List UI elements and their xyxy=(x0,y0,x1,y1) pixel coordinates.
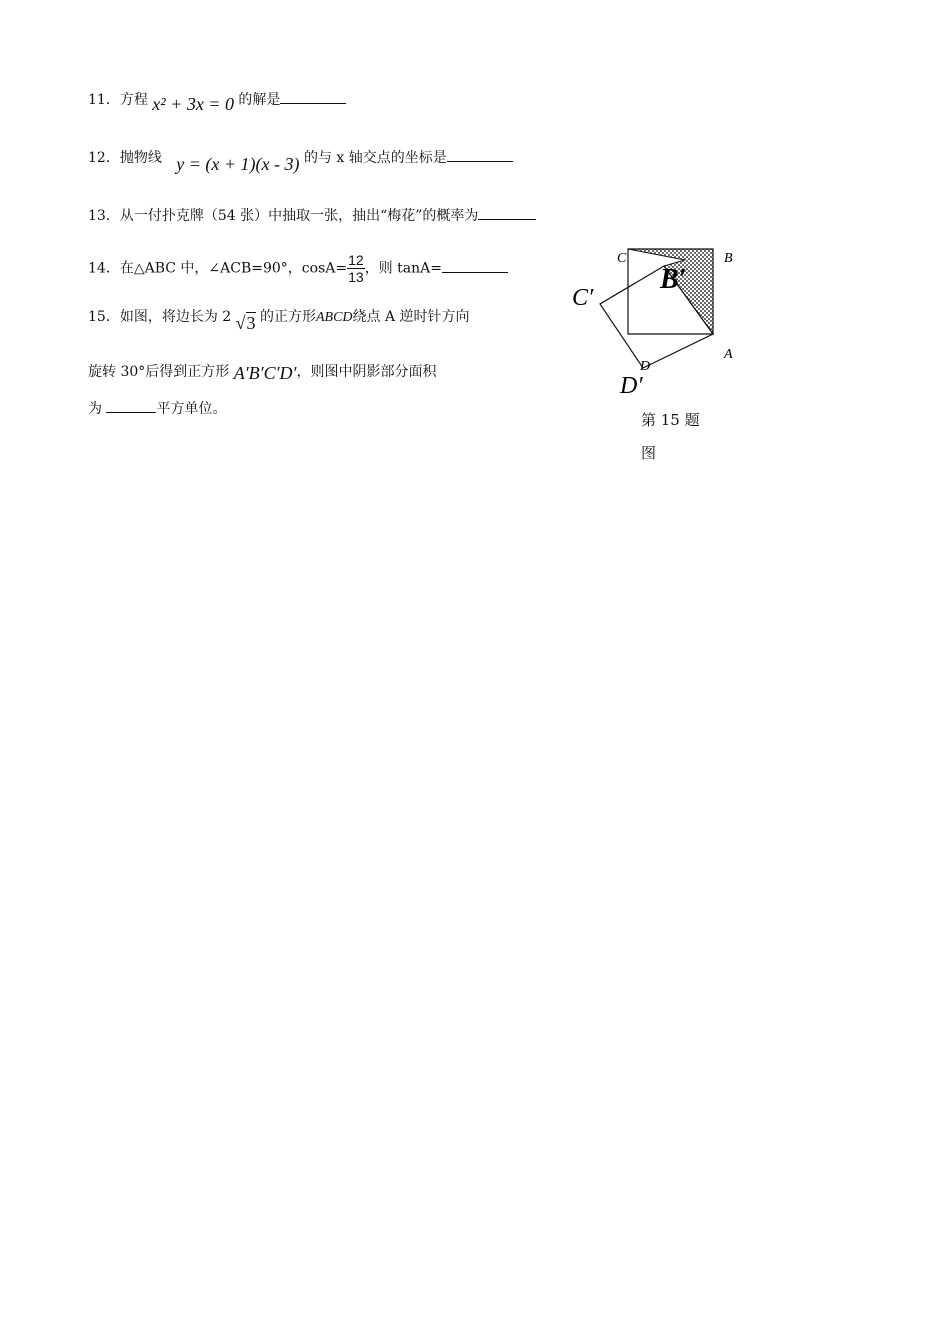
q15-text-mid: 的正方形 xyxy=(259,309,316,325)
q12-equation: y = (x + 1)(x - 3) xyxy=(176,154,300,174)
q15-sqrt-radicand: 3 xyxy=(246,313,256,333)
figure-caption-line1: 第 15 题 xyxy=(641,411,700,429)
question-15 xyxy=(88,305,470,333)
q15-line2-after: ，则图中阴影部分面积 xyxy=(296,364,437,380)
q15-text-after: 绕点 A 逆时针方向 xyxy=(352,309,470,325)
question-13 xyxy=(88,205,536,226)
question-15-line3 xyxy=(88,398,226,419)
q12-text-before: 抛物线 xyxy=(119,150,162,166)
q15-sqrt: √3 xyxy=(235,313,256,333)
q15-shape2: A′B′C′D′ xyxy=(233,363,297,383)
figure-caption-line2: 图 xyxy=(641,444,657,462)
q14-frac-numerator: 12 xyxy=(348,252,364,268)
label-A: A xyxy=(724,347,733,362)
q15-number: 15． xyxy=(88,309,120,325)
q13-text: 从一付扑克牌（54 张）中抽取一张，抽出“梅花”的概率为 xyxy=(119,208,479,224)
q11-answer-blank[interactable] xyxy=(280,89,346,104)
label-D: D xyxy=(640,359,651,374)
q15-line2-before: 旋转 30°后得到正方形 xyxy=(88,364,230,380)
q11-text-before: 方程 xyxy=(119,92,148,108)
q14-fraction xyxy=(347,252,365,285)
q13-number: 13． xyxy=(88,208,120,224)
label-B: B xyxy=(724,251,733,266)
question-15-line2 xyxy=(88,360,436,382)
label-C-prime: C′ xyxy=(572,285,594,311)
q11-text-after: 的解是 xyxy=(238,92,281,108)
q14-text-before: 在△ABC 中，∠ACB=90°，cosA= xyxy=(119,260,348,277)
q12-text-after: 的与 x 轴交点的坐标是 xyxy=(303,150,447,166)
q13-answer-blank[interactable] xyxy=(478,205,536,220)
label-B-prime: B′ xyxy=(660,264,687,295)
q11-number: 11． xyxy=(88,92,120,108)
q11-equation: x² + 3x = 0 xyxy=(152,94,234,114)
q15-answer-blank[interactable] xyxy=(106,398,156,413)
label-C: C xyxy=(617,251,627,266)
q15-line3-before: 为 xyxy=(88,401,102,417)
question-11 xyxy=(88,88,346,114)
q15-line3-after: 平方单位。 xyxy=(156,401,227,417)
q12-answer-blank[interactable] xyxy=(447,147,513,162)
q12-number: 12． xyxy=(88,150,120,166)
question-12 xyxy=(88,146,513,174)
q15-shape-name: ABCD xyxy=(315,310,353,325)
q14-frac-denominator: 13 xyxy=(348,269,364,285)
q15-figure xyxy=(568,238,758,403)
q14-answer-blank[interactable] xyxy=(442,258,508,273)
q14-text-after: ，则 tanA= xyxy=(364,260,442,277)
q14-number: 14． xyxy=(88,260,120,277)
label-D-prime: D′ xyxy=(620,373,643,399)
question-14 xyxy=(88,252,508,285)
q15-text-before: 如图，将边长为 2 xyxy=(119,309,232,325)
